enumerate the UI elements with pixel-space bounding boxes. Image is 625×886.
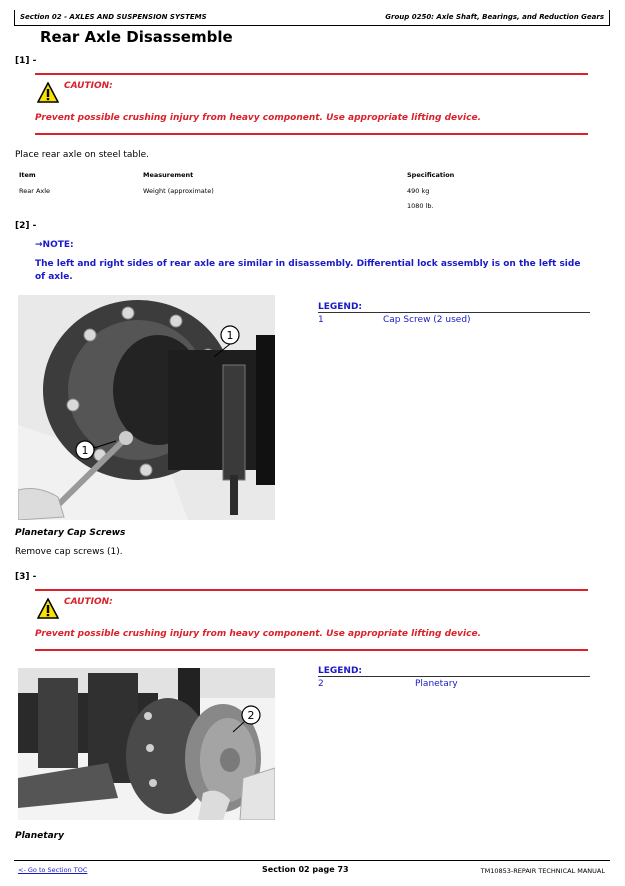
step-2-instruction: Remove cap screws (1).	[15, 547, 123, 557]
legend-item-description-2: Planetary	[415, 679, 458, 689]
legend-label-2: LEGEND:	[318, 666, 363, 676]
step-2-label: [2] -	[15, 221, 37, 231]
planetary-cap-screws-photo	[18, 295, 275, 520]
callout-1-bottom: 1	[81, 444, 89, 457]
step-1-instruction: Place rear axle on steel table.	[15, 150, 150, 160]
page-number: Section 02 page 73	[262, 865, 349, 874]
manual-name: TM10853-REPAIR TECHNICAL MANUAL	[480, 867, 605, 875]
warning-triangle-icon	[37, 598, 59, 620]
caution-top-rule	[35, 73, 588, 75]
legend-item-number-2: 2	[318, 679, 324, 689]
spec-header-item: Item	[19, 171, 36, 179]
spec-cell-measurement: Weight (approximate)	[143, 187, 214, 195]
photo-caption-cap-screws: Planetary Cap Screws	[15, 528, 126, 538]
spec-cell-kg: 490 kg	[407, 187, 430, 195]
caution-top-rule-2	[35, 589, 588, 591]
page-header	[14, 10, 610, 26]
note-label: →NOTE:	[35, 240, 74, 250]
callout-1-top: 1	[226, 329, 234, 342]
legend-item-description: Cap Screw (2 used)	[383, 315, 471, 325]
planetary-photo	[18, 668, 275, 820]
caution-label: CAUTION:	[64, 81, 113, 91]
step-1-label: [1] -	[15, 56, 37, 66]
caution-text-2: Prevent possible crushing injury from heavy component. Use appropriate lifting device.	[35, 629, 481, 639]
warning-triangle-icon	[37, 82, 59, 104]
section-title: Section 02 - AXLES AND SUSPENSION SYSTEMS	[20, 13, 207, 21]
legend-label: LEGEND:	[318, 302, 363, 312]
legend-rule-2	[318, 676, 590, 677]
spec-cell-lb: 1080 lb.	[407, 202, 434, 210]
spec-cell-item: Rear Axle	[19, 187, 51, 195]
group-title: Group 0250: Axle Shaft, Bearings, and Reduction Gears	[385, 13, 604, 21]
callout-2: 2	[247, 709, 255, 722]
caution-label-2: CAUTION:	[64, 597, 113, 607]
caution-text: Prevent possible crushing injury from heavy component. Use appropriate lifting device.	[35, 113, 481, 123]
footer-rule	[14, 860, 610, 861]
go-to-section-toc-link[interactable]: <- Go to Section TOC	[18, 866, 88, 874]
legend-item-number: 1	[318, 315, 324, 325]
page-title: Rear Axle Disassemble	[40, 28, 233, 46]
legend-rule	[318, 312, 590, 313]
step-3-label: [3] -	[15, 572, 37, 582]
caution-bottom-rule	[35, 133, 588, 135]
note-text: The left and right sides of rear axle are similar in disassembly. Differential lock assembly is on the left side of axle.	[35, 259, 581, 282]
spec-header-measurement: Measurement	[143, 171, 194, 179]
caution-bottom-rule-2	[35, 649, 588, 651]
photo-caption-planetary: Planetary	[15, 831, 64, 841]
spec-header-specification: Specification	[407, 171, 455, 179]
